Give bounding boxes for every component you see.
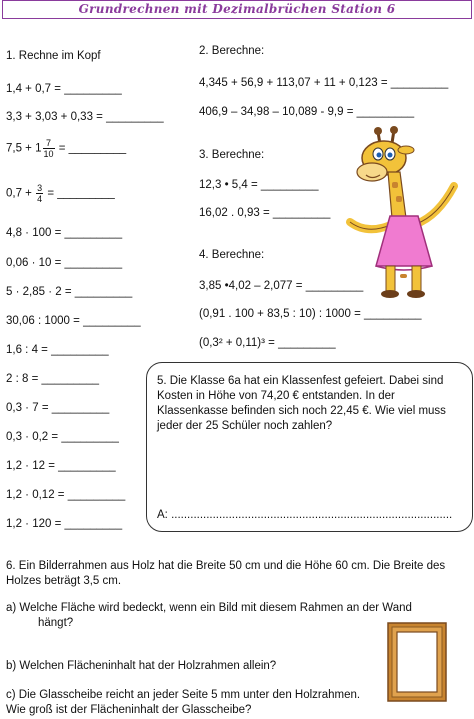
task1-item-10: 2 : 8 = _________ bbox=[6, 373, 100, 385]
task6-a-line2: hängt? bbox=[38, 617, 74, 629]
task4-item-2: (0,91 . 100 + 83,5 : 10) : 1000 = _________ bbox=[199, 308, 422, 320]
task4-item-1: 3,85 •4,02 – 2,077 = _________ bbox=[199, 280, 364, 292]
task5-answer-line[interactable]: A: ........................................................................................ bbox=[157, 509, 453, 521]
task1-item-8: 30,06 : 1000 = _________ bbox=[6, 315, 141, 327]
task3-item-2: 16,02 . 0,93 = _________ bbox=[199, 207, 331, 219]
task1-item-11: 0,3 · 7 = _________ bbox=[6, 402, 110, 414]
page-title: Grundrechnen mit Dezimalbrüchen Station 6 bbox=[78, 2, 396, 16]
task3-item-1: 12,3 • 5,4 = _________ bbox=[199, 179, 319, 191]
task6-c-line1: c) Die Glasscheibe reicht an jeder Seite 5 mm unter den Holzrahmen. bbox=[6, 689, 361, 701]
task6-c-line2: Wie groß ist der Flächeninhalt der Glasscheibe? bbox=[6, 704, 252, 716]
task5-text: 5. Die Klasse 6a hat ein Klassenfest gefeiert. Dabei sind Kosten in Höhe von 74,20 € entstanden. In der Klassenkasse befinden sich noch 22,45 €. Wie viel muss jeder der 25 Schüler noch zahlen? bbox=[157, 375, 446, 432]
task1-item-2: 3,3 + 3,03 + 0,33 = _________ bbox=[6, 111, 164, 123]
task4-heading: 4. Berechne: bbox=[199, 249, 265, 261]
giraffe-illustration bbox=[342, 126, 466, 300]
task1-item-14: 1,2 · 0,12 = _________ bbox=[6, 489, 126, 501]
title-bar bbox=[2, 0, 472, 19]
task2-item-1: 4,345 + 56,9 + 113,07 + 11 + 0,123 = _________ bbox=[199, 77, 449, 89]
task6-a-line1: a) Welche Fläche wird bedeckt, wenn ein Bild mit diesem Rahmen an der Wand bbox=[6, 602, 412, 614]
task1-heading: 1. Rechne im Kopf bbox=[6, 50, 101, 62]
task1-item-9: 1,6 : 4 = _________ bbox=[6, 344, 109, 356]
task1-item-3: 7,5 + 1 $\frac{7}{10}$ = _________ bbox=[6, 138, 127, 159]
picture-frame-illustration bbox=[387, 622, 447, 702]
task4-item-3: (0,3² + 0,11)³ = _________ bbox=[199, 337, 336, 349]
task1-item-6: 0,06 · 10 = _________ bbox=[6, 257, 123, 269]
fraction: $\frac{3}{4}$ bbox=[37, 183, 43, 204]
fraction: $\frac{7}{10}$ bbox=[43, 138, 54, 159]
task1-item-12: 0,3 · 0,2 = _________ bbox=[6, 431, 119, 443]
task1-item-7: 5 · 2,85 · 2 = _________ bbox=[6, 286, 133, 298]
task1-item-4: 0,7 + $\frac{3}{4}$ = _________ bbox=[6, 183, 115, 204]
task1-item-1: 1,4 + 0,7 = _________ bbox=[6, 83, 122, 95]
task1-item-15: 1,2 · 120 = _________ bbox=[6, 518, 123, 530]
task3-heading: 3. Berechne: bbox=[199, 149, 265, 161]
task1-item-5: 4,8 · 100 = _________ bbox=[6, 227, 123, 239]
task5-box bbox=[146, 362, 473, 532]
task6-b: b) Welchen Flächeninhalt hat der Holzrahmen allein? bbox=[6, 660, 277, 672]
task2-heading: 2. Berechne: bbox=[199, 45, 265, 57]
task1-item-13: 1,2 · 12 = _________ bbox=[6, 460, 116, 472]
task6-intro: 6. Ein Bilderrahmen aus Holz hat die Breite 50 cm und die Höhe 60 cm. Die Breite des Holzes beträgt 3,5 cm. bbox=[6, 560, 446, 587]
task2-item-2: 406,9 – 34,98 – 10,089 - 9,9 = _________ bbox=[199, 106, 415, 118]
